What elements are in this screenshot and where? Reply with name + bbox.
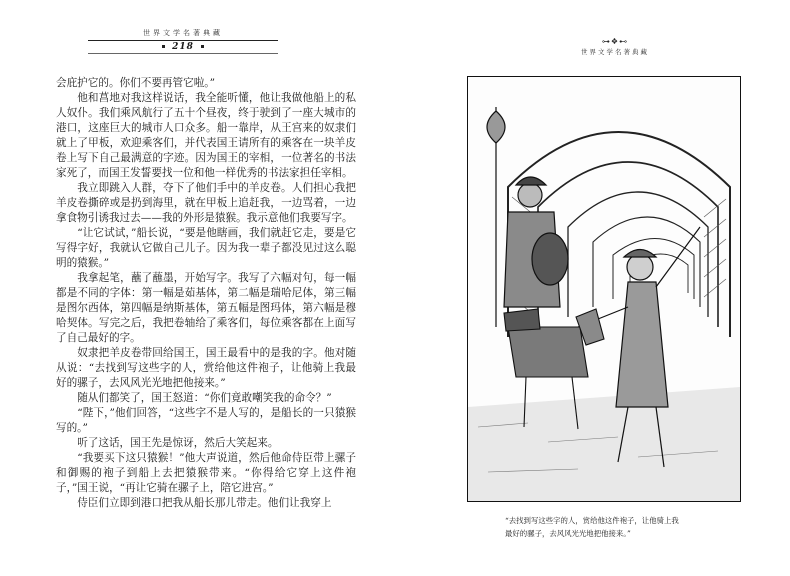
paragraph: “我要买下这只猿猴！”他大声说道，然后他命侍臣带上骡子和御赐的袍子到船上去把猿猴带来。“你得给它穿上这件袍子，”国王说，“再让它骑在骡子上，陪它进宫。” <box>56 452 356 494</box>
running-header-left <box>88 28 278 54</box>
right-page <box>395 0 790 576</box>
paragraph: 他和菖地对我这样说话，我全能听懂，他让我做他船上的私人奴仆。我们乘风航行了五十个昼夜，终于驶到了一座大城市的港口，这座巨大的城市人口众多。船一靠岸，从王宫来的奴隶们就上了甲板，欢迎乘客们，并代表国王请所有的乘客在一块羊皮卷上写下自己最满意的字迹。因为国王的宰相，一位著名的书法家死了，而国王发誓要找一位和他一样优秀的书法家担任宰相。 <box>56 92 356 179</box>
body-text <box>56 76 356 511</box>
paragraph: 听了这话，国王先是惊讶，然后大笑起来。 <box>77 437 279 449</box>
paragraph: “陛下，”他们回答，“这些字不是人写的，是船长的一只猿猴写的。” <box>56 407 356 434</box>
page-number: 218 <box>172 42 194 52</box>
series-title: 世界文学名著典藏 <box>143 29 223 37</box>
page-number-dot-right <box>201 45 204 48</box>
series-title-right: 世界文学名著典藏 <box>581 48 649 56</box>
caption-line: “去找到写这些字的人，赏给他这件袍子，让他骑上我 <box>505 516 679 525</box>
paragraph: 随从们都笑了，国王怒道：“你们竟敢嘲笑我的命令？” <box>77 392 332 404</box>
paragraph: 侍臣们立即到港口把我从船长那儿带走。他们让我穿上 <box>77 497 332 509</box>
header-ornament: ⊶❖⊷ <box>601 37 629 46</box>
illustration-caption <box>505 514 745 540</box>
page-number-dot-left <box>162 45 165 48</box>
caption-line: 最好的骡子，去风风光光地把他接来。” <box>505 529 631 538</box>
running-header-right <box>555 38 675 56</box>
paragraph: 我拿起笔，蘸了蘸墨，开始写字。我写了六幅对句，每一幅都是不同的字体：第一幅是茹基体，第二幅是瑞哈尼体，第三幅是图尔西体，第四幅是纳斯基体，第五幅是图玛体，第六幅是穆哈契体。写完之后，我把卷轴给了乘客们，每位乘客都在上面写了自己最好的字。 <box>56 272 356 344</box>
header-rule <box>88 40 278 41</box>
illustration <box>467 76 741 502</box>
paragraph: 会庇护它的。你们不要再管它啦。” <box>56 77 216 89</box>
illustration-drawing <box>468 77 740 501</box>
paragraph: “让它试试，”船长说，“要是他瞎画，我们就赶它走，要是它写得字好，我就认它做自己儿子。因为我一辈子都没见过这么聪明的猿猴。” <box>56 227 356 269</box>
paragraph: 奴隶把羊皮卷带回给国王，国王最看中的是我的字。他对随从说：“去找到写这些字的人，赏给他这件袍子，让他骑上我最好的骡子，去风风光光地把他接来。” <box>56 347 356 389</box>
header-rule-bottom <box>88 53 278 54</box>
paragraph: 我立即跳入人群，夺下了他们手中的羊皮卷。人们担心我把羊皮卷撕碎或是扔到海里，就在甲板上追赶我，一边骂着，一边拿食物引诱我过去——我的外形是猿猴。我示意他们我要写字。 <box>56 182 356 224</box>
